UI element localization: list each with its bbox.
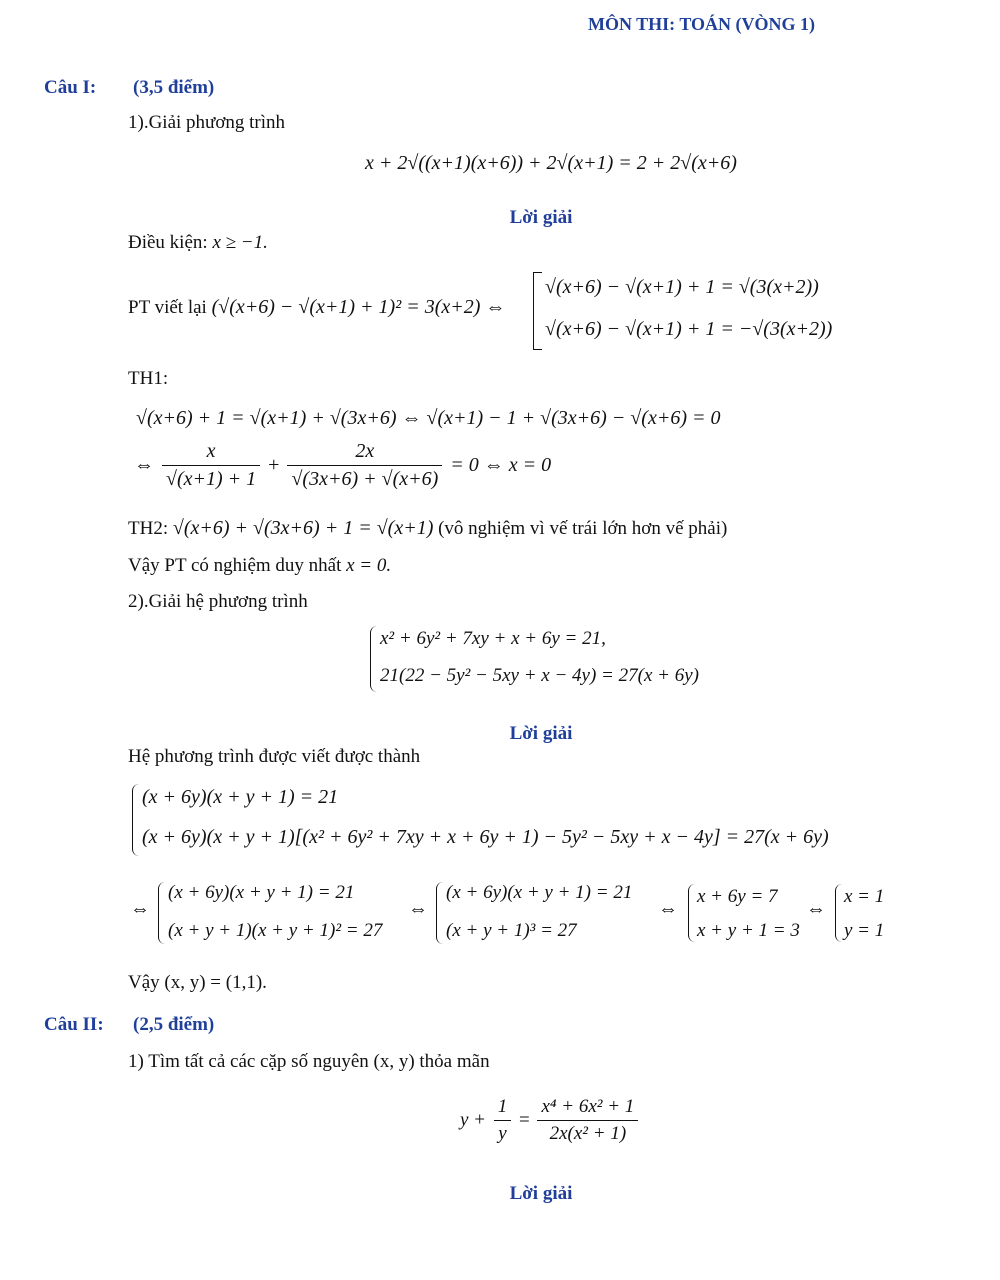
th2-label: TH2: bbox=[128, 518, 169, 539]
q2-right-denominator: 2x(x² + 1) bbox=[549, 1123, 627, 1144]
th1-frac2-denominator: √(3x+6) + √(x+6) bbox=[291, 468, 439, 490]
system-3a-eq1: (x + 6y)(x + y + 1) = 21 bbox=[168, 882, 355, 903]
condition-value: x ≥ −1. bbox=[212, 232, 268, 253]
part-1-title: 1).Giải phương trình bbox=[128, 112, 286, 133]
case-b-equation: √(x+6) − √(x+1) + 1 = −√(3(x+2)) bbox=[545, 318, 833, 340]
case-a-equation: √(x+6) − √(x+1) + 1 = √(3(x+2)) bbox=[545, 276, 819, 298]
solution-label-1: Lời giải bbox=[509, 207, 573, 228]
plus-symbol: + bbox=[268, 454, 280, 476]
conclusion-1-text: Vậy PT có nghiệm duy nhất bbox=[128, 555, 342, 576]
th1-tail: = 0 ⇔ x = 0 bbox=[450, 454, 552, 476]
q2-left-denominator: y bbox=[498, 1123, 507, 1144]
question-2-points: (2,5 điểm) bbox=[133, 1014, 215, 1035]
th2-note: (vô nghiệm vì vế trái lớn hơn vế phải) bbox=[438, 518, 728, 539]
question-1-points: (3,5 điểm) bbox=[133, 77, 215, 98]
system-3c-eq2: x + y + 1 = 3 bbox=[697, 920, 800, 941]
system-1-eq2: 21(22 − 5y² − 5xy + x − 4y) = 27(x + 6y) bbox=[380, 665, 699, 686]
rewrite-line bbox=[128, 296, 505, 319]
th1-line-2 bbox=[134, 440, 551, 491]
th1-label: TH1: bbox=[128, 368, 169, 389]
q2-right-fraction bbox=[537, 1096, 638, 1145]
exam-header-title: MÔN THI: TOÁN (VÒNG 1) bbox=[588, 14, 816, 34]
th2-equation: √(x+6) + √(3x+6) + 1 = √(x+1) bbox=[172, 517, 434, 539]
question-1-label: Câu I: bbox=[44, 77, 97, 98]
q2-right-numerator: x⁴ + 6x² + 1 bbox=[537, 1096, 638, 1121]
system-3d-eq1: x = 1 bbox=[844, 886, 885, 907]
th1-frac1-denominator: √(x+1) + 1 bbox=[166, 468, 257, 490]
conclusion-2: Vậy (x, y) = (1,1). bbox=[128, 972, 267, 993]
equiv-1: ⇔ bbox=[130, 898, 150, 920]
equiv-4: ⇔ bbox=[806, 898, 826, 920]
system-3d-eq2: y = 1 bbox=[844, 920, 885, 941]
equals-symbol: = bbox=[519, 1109, 530, 1131]
solution-label-2: Lời giải bbox=[509, 723, 573, 744]
equivalence-chain bbox=[130, 878, 900, 948]
question-2-equation bbox=[460, 1096, 641, 1145]
system-2-eq2: (x + 6y)(x + y + 1)[(x² + 6y² + 7xy + x + 6y + 1) − 5y² − 5xy + x − 4y] = 27(x + 6y) bbox=[142, 826, 829, 848]
system-3a-eq2: (x + y + 1)(x + y + 1)² = 27 bbox=[168, 920, 383, 941]
equivalent-symbol: ⇔ bbox=[134, 454, 154, 476]
system-2-brace bbox=[132, 784, 139, 856]
question-2-label: Câu II: bbox=[44, 1014, 104, 1035]
th1-frac1-numerator: x bbox=[162, 440, 260, 466]
system-3b-brace bbox=[436, 882, 443, 944]
system-intro: Hệ phương trình được viết được thành bbox=[128, 746, 421, 767]
system-2-eq1: (x + 6y)(x + y + 1) = 21 bbox=[142, 786, 339, 808]
th1-line-1: √(x+6) + 1 = √(x+1) + √(3x+6) ⇔ √(x+1) − 1 + √(3x+6) − √(x+6) = 0 bbox=[136, 407, 721, 429]
rewrite-label: PT viết lại bbox=[128, 297, 207, 318]
solution-label-3: Lời giải bbox=[509, 1183, 573, 1204]
equiv-3: ⇔ bbox=[658, 898, 678, 920]
system-3c-brace bbox=[688, 884, 695, 942]
q2-left-fraction bbox=[494, 1096, 512, 1145]
part-1-equation: x + 2√((x+1)(x+6)) + 2√(x+1) = 2 + 2√(x+6) bbox=[365, 152, 737, 174]
conclusion-1 bbox=[128, 555, 391, 577]
question-2-part-1-title: 1) Tìm tất cả các cặp số nguyên (x, y) thỏa mãn bbox=[128, 1051, 490, 1072]
system-3b-eq2: (x + y + 1)³ = 27 bbox=[446, 920, 577, 941]
th1-frac2-numerator: 2x bbox=[287, 440, 442, 466]
q2-left-numerator: 1 bbox=[494, 1096, 512, 1121]
rewrite-equation: (√(x+6) − √(x+1) + 1)² = 3(x+2) ⇔ bbox=[211, 296, 506, 318]
system-1-eq1: x² + 6y² + 7xy + x + 6y = 21, bbox=[380, 628, 606, 649]
system-3b-eq1: (x + 6y)(x + y + 1) = 21 bbox=[446, 882, 633, 903]
th1-fraction-2 bbox=[287, 440, 442, 491]
equiv-2: ⇔ bbox=[408, 898, 428, 920]
case-bracket bbox=[533, 272, 542, 350]
system-3c-eq1: x + 6y = 7 bbox=[697, 886, 778, 907]
part-2-title: 2).Giải hệ phương trình bbox=[128, 591, 308, 612]
system-3d-brace bbox=[835, 884, 842, 942]
system-3a-brace bbox=[158, 882, 165, 944]
conclusion-1-value: x = 0. bbox=[346, 555, 392, 576]
th1-fraction-1 bbox=[162, 440, 260, 491]
condition-line bbox=[128, 232, 268, 254]
q2-eq-left: y + bbox=[460, 1109, 487, 1131]
condition-label: Điều kiện: bbox=[128, 232, 208, 253]
system-1-brace bbox=[370, 626, 377, 692]
th2-line bbox=[128, 517, 727, 540]
